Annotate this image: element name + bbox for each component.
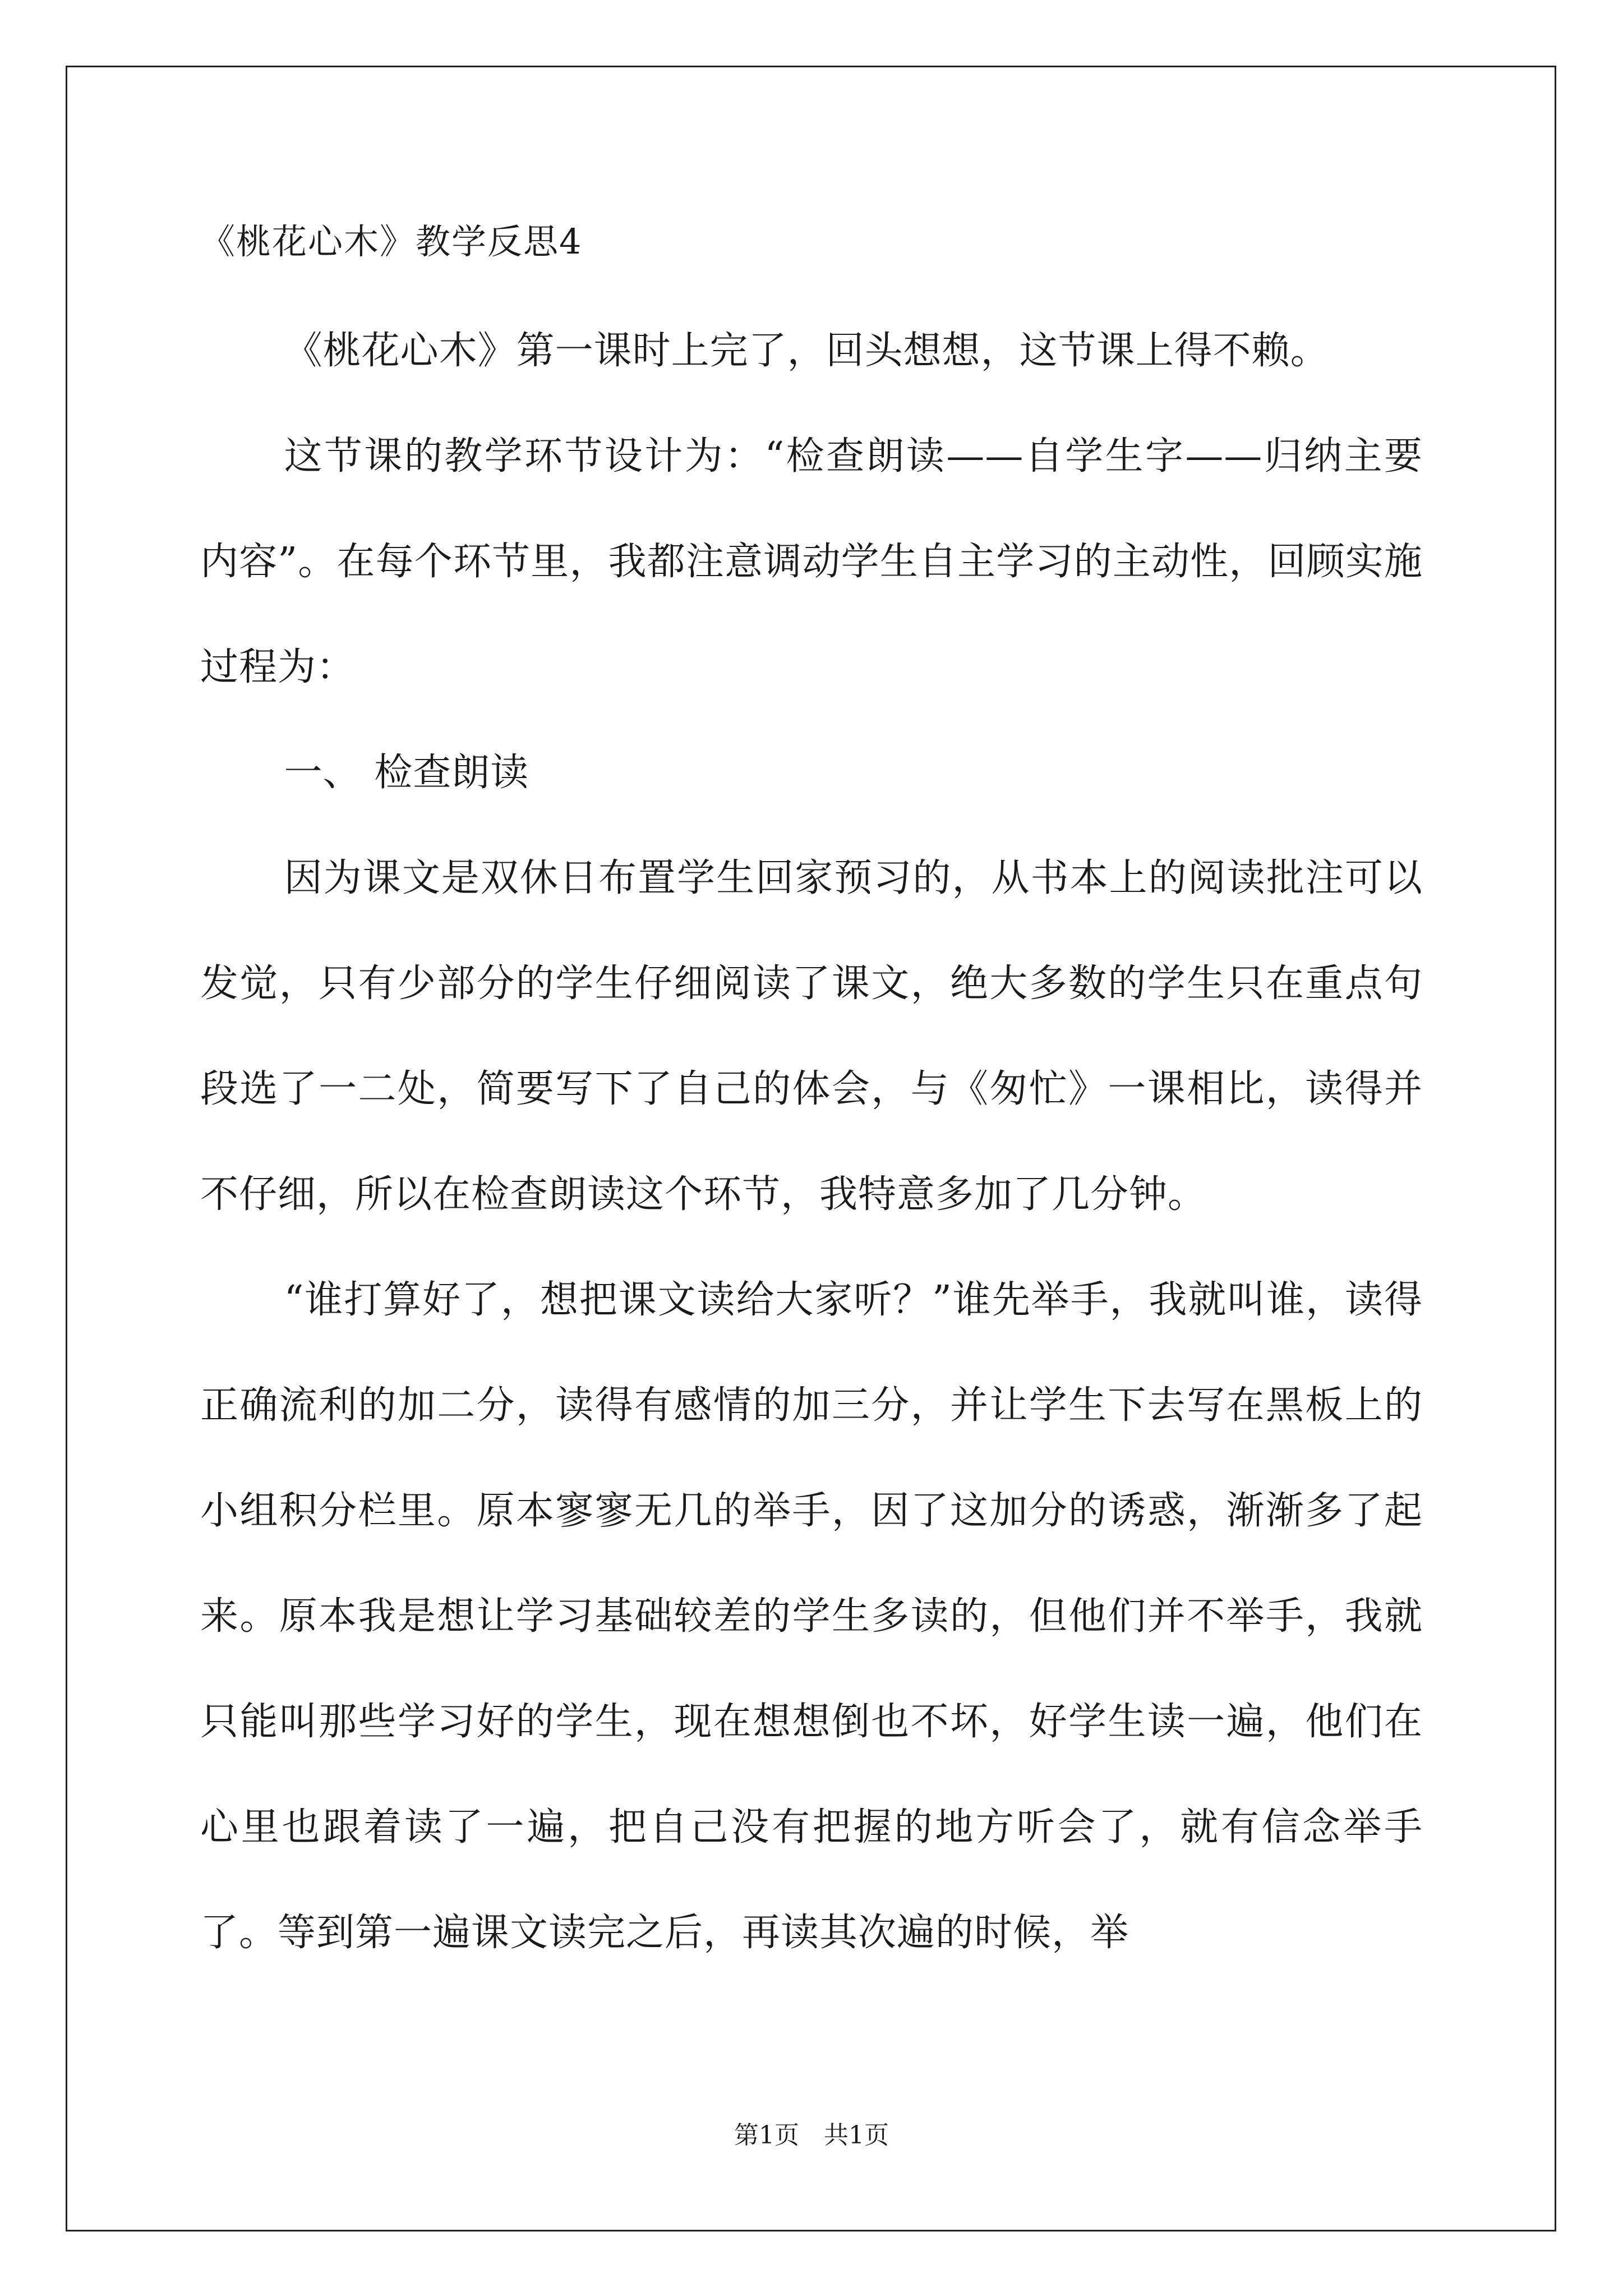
document-body bbox=[200, 221, 1423, 1986]
document-title: 《桃花心木》教学反思4 bbox=[200, 221, 583, 262]
paragraph-3: 因为课文是双休日布置学生回家预习的，从书本上的阅读批注可以发觉，只有少部分的学生仔细阅读了课文，绝大多数的学生只在重点句段选了一二处，简要写下了自己的体会，与《匆忙》一课相比，读得并不仔细，所以在检查朗读这个环节，我特意多加了几分钟。 bbox=[200, 856, 1423, 1217]
paragraph-4: “谁打算好了，想把课文读给大家听？”谁先举手，我就叫谁，读得正确流利的加二分，读得有感情的加三分，并让学生下去写在黑板上的小组积分栏里。原本寥寥无几的举手，因了这加分的诱惑，渐渐多了起来。原本我是想让学习基础较差的学生多读的，但他们并不举手，我就只能叫那些学习好的学生，现在想想倒也不坏，好学生读一遍，他们在心里也跟着读了一遍，把自己没有把握的地方听会了，就有信念举手了。等到第一遍课文读完之后，再读其次遍的时候，举 bbox=[200, 1278, 1423, 1955]
paragraph-2: 这节课的教学环节设计为：“检查朗读——自学生字——归纳主要内容”。在每个环节里，我都注意调动学生自主学习的主动性，回顾实施过程为： bbox=[200, 434, 1423, 689]
section-heading-check-reading: 一、 检查朗读 bbox=[284, 751, 529, 795]
paragraph-1: 《桃花心木》第一课时上完了，回头想想，这节课上得不赖。 bbox=[284, 329, 1329, 373]
page-footer: 第1页 共1页 bbox=[734, 2121, 889, 2150]
